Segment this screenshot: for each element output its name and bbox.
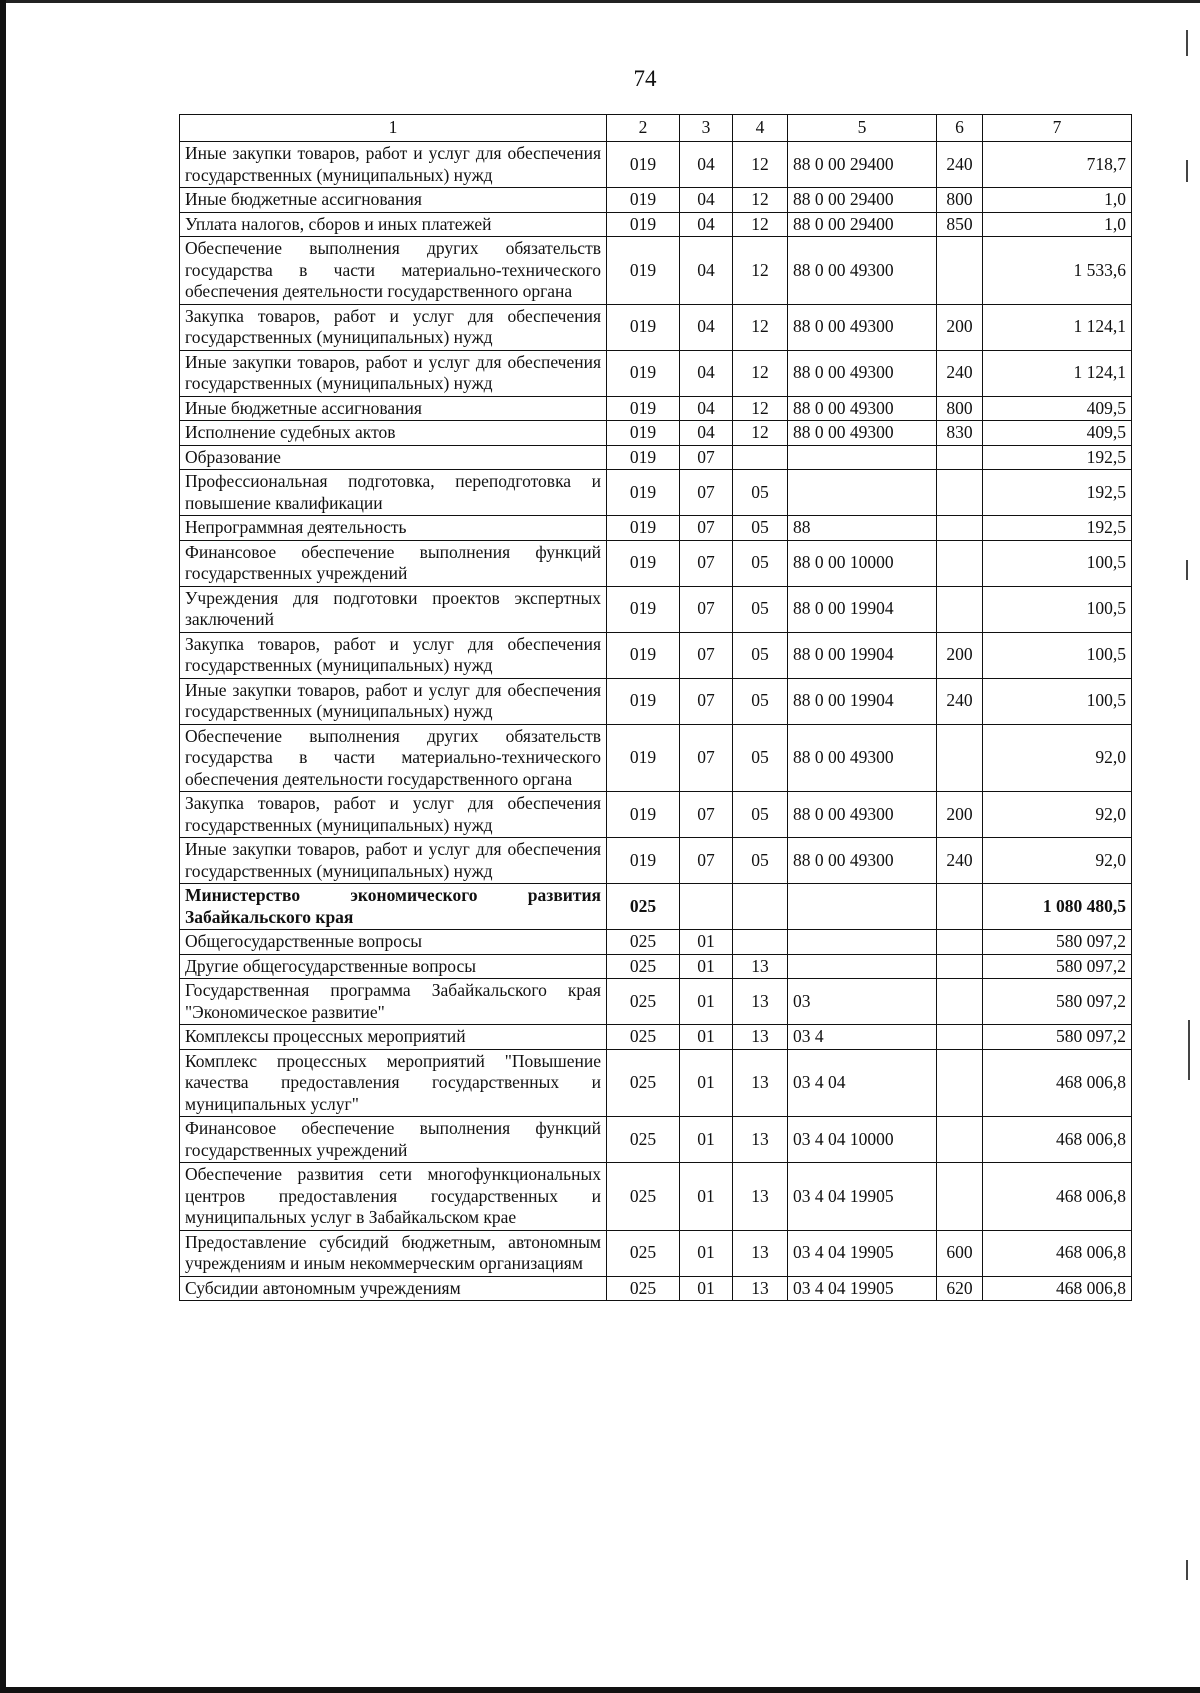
row-subsection-cell: 12 xyxy=(733,212,788,237)
row-subsection-cell: 13 xyxy=(733,1230,788,1276)
row-subsection-cell: 12 xyxy=(733,188,788,213)
row-target-article-cell: 88 0 00 19904 xyxy=(788,678,937,724)
row-target-article-cell: 88 0 00 49300 xyxy=(788,396,937,421)
row-section-cell: 07 xyxy=(680,792,733,838)
row-subsection-cell: 05 xyxy=(733,792,788,838)
table-row xyxy=(180,304,1132,350)
row-grbs-cell: 019 xyxy=(607,678,680,724)
row-subsection-cell: 05 xyxy=(733,632,788,678)
row-target-article-cell: 88 0 00 29400 xyxy=(788,212,937,237)
table-row xyxy=(180,1117,1132,1163)
table-row xyxy=(180,237,1132,305)
row-name-cell: Министерство экономического развития Забайкальского края xyxy=(180,884,607,930)
row-section-cell: 07 xyxy=(680,678,733,724)
row-expense-type-cell: 200 xyxy=(937,304,983,350)
row-name-cell: Финансовое обеспечение выполнения функций государственных учреждений xyxy=(180,1117,607,1163)
row-subsection-cell: 12 xyxy=(733,396,788,421)
row-subsection-cell: 13 xyxy=(733,1163,788,1231)
row-section-cell: 01 xyxy=(680,1276,733,1301)
row-target-article-cell: 03 xyxy=(788,979,937,1025)
table-row xyxy=(180,516,1132,541)
row-target-article-cell xyxy=(788,930,937,955)
table-row xyxy=(180,212,1132,237)
row-subsection-cell: 12 xyxy=(733,421,788,446)
row-section-cell: 01 xyxy=(680,954,733,979)
scan-edge-mark xyxy=(1188,1020,1190,1080)
row-grbs-cell: 025 xyxy=(607,1117,680,1163)
row-target-article-cell xyxy=(788,884,937,930)
row-target-article-cell: 88 0 00 49300 xyxy=(788,724,937,792)
row-target-article-cell xyxy=(788,470,937,516)
scan-border-left xyxy=(0,0,6,1693)
row-name-cell: Иные закупки товаров, работ и услуг для обеспечения государственных (муниципальных) нужд xyxy=(180,838,607,884)
table-row xyxy=(180,678,1132,724)
row-expense-type-cell xyxy=(937,1163,983,1231)
row-subsection-cell: 05 xyxy=(733,678,788,724)
row-grbs-cell: 019 xyxy=(607,212,680,237)
table-row xyxy=(180,1163,1132,1231)
row-section-cell: 01 xyxy=(680,1230,733,1276)
row-target-article-cell: 88 0 00 49300 xyxy=(788,237,937,305)
row-grbs-cell: 019 xyxy=(607,237,680,305)
row-target-article-cell: 88 0 00 29400 xyxy=(788,188,937,213)
row-amount-cell: 1 533,6 xyxy=(983,237,1132,305)
row-expense-type-cell: 620 xyxy=(937,1276,983,1301)
row-target-article-cell: 03 4 04 19905 xyxy=(788,1230,937,1276)
row-expense-type-cell xyxy=(937,1025,983,1050)
row-subsection-cell: 05 xyxy=(733,724,788,792)
row-name-cell: Иные бюджетные ассигнования xyxy=(180,188,607,213)
row-section-cell: 07 xyxy=(680,838,733,884)
row-name-cell: Комплексы процессных мероприятий xyxy=(180,1025,607,1050)
row-name-cell: Исполнение судебных актов xyxy=(180,421,607,446)
row-amount-cell: 468 006,8 xyxy=(983,1049,1132,1117)
row-amount-cell: 580 097,2 xyxy=(983,954,1132,979)
row-subsection-cell: 13 xyxy=(733,1117,788,1163)
row-name-cell: Непрограммная деятельность xyxy=(180,516,607,541)
row-section-cell: 04 xyxy=(680,188,733,213)
row-section-cell: 04 xyxy=(680,350,733,396)
row-subsection-cell: 05 xyxy=(733,540,788,586)
row-section-cell: 07 xyxy=(680,586,733,632)
row-section-cell: 04 xyxy=(680,421,733,446)
row-section-cell: 07 xyxy=(680,516,733,541)
row-name-cell: Закупка товаров, работ и услуг для обеспечения государственных (муниципальных) нужд xyxy=(180,632,607,678)
row-expense-type-cell: 200 xyxy=(937,632,983,678)
row-grbs-cell: 025 xyxy=(607,1230,680,1276)
row-amount-cell: 718,7 xyxy=(983,142,1132,188)
row-expense-type-cell: 240 xyxy=(937,838,983,884)
row-expense-type-cell xyxy=(937,1117,983,1163)
column-header: 1 xyxy=(180,115,607,142)
row-name-cell: Финансовое обеспечение выполнения функций государственных учреждений xyxy=(180,540,607,586)
scan-edge-mark xyxy=(1186,560,1188,580)
row-target-article-cell: 88 0 00 49300 xyxy=(788,838,937,884)
row-amount-cell: 409,5 xyxy=(983,421,1132,446)
row-expense-type-cell xyxy=(937,724,983,792)
row-name-cell: Общегосударственные вопросы xyxy=(180,930,607,955)
row-section-cell: 01 xyxy=(680,930,733,955)
row-amount-cell: 409,5 xyxy=(983,396,1132,421)
table-row xyxy=(180,1025,1132,1050)
row-grbs-cell: 019 xyxy=(607,445,680,470)
row-amount-cell: 100,5 xyxy=(983,586,1132,632)
row-name-cell: Закупка товаров, работ и услуг для обеспечения государственных (муниципальных) нужд xyxy=(180,792,607,838)
row-name-cell: Обеспечение выполнения других обязательств государства в части материально-технического обеспечения деятельности государственного органа xyxy=(180,237,607,305)
budget-table xyxy=(179,114,1132,1301)
scan-border-top xyxy=(0,0,1200,3)
table-row xyxy=(180,188,1132,213)
row-target-article-cell: 88 0 00 49300 xyxy=(788,304,937,350)
row-amount-cell: 468 006,8 xyxy=(983,1117,1132,1163)
column-header: 5 xyxy=(788,115,937,142)
row-grbs-cell: 019 xyxy=(607,142,680,188)
table-header-row xyxy=(180,115,1132,142)
row-subsection-cell: 13 xyxy=(733,979,788,1025)
row-amount-cell: 92,0 xyxy=(983,724,1132,792)
row-grbs-cell: 025 xyxy=(607,1049,680,1117)
row-grbs-cell: 019 xyxy=(607,724,680,792)
row-subsection-cell xyxy=(733,930,788,955)
row-grbs-cell: 025 xyxy=(607,930,680,955)
row-grbs-cell: 025 xyxy=(607,1276,680,1301)
row-name-cell: Образование xyxy=(180,445,607,470)
table-row xyxy=(180,1276,1132,1301)
row-expense-type-cell xyxy=(937,979,983,1025)
row-expense-type-cell: 830 xyxy=(937,421,983,446)
row-grbs-cell: 019 xyxy=(607,350,680,396)
table-row xyxy=(180,1230,1132,1276)
row-subsection-cell: 05 xyxy=(733,470,788,516)
row-amount-cell: 1,0 xyxy=(983,212,1132,237)
table-row xyxy=(180,540,1132,586)
table-row xyxy=(180,930,1132,955)
row-name-cell: Обеспечение развития сети многофункциональных центров предоставления государственных и муниципальных услуг в Забайкальском крае xyxy=(180,1163,607,1231)
row-section-cell: 04 xyxy=(680,237,733,305)
row-section-cell: 01 xyxy=(680,1117,733,1163)
row-target-article-cell xyxy=(788,445,937,470)
row-section-cell: 04 xyxy=(680,304,733,350)
row-section-cell: 07 xyxy=(680,632,733,678)
scan-border-bottom xyxy=(0,1687,1200,1693)
row-section-cell: 07 xyxy=(680,470,733,516)
row-target-article-cell: 88 0 00 49300 xyxy=(788,421,937,446)
row-subsection-cell: 13 xyxy=(733,1025,788,1050)
row-expense-type-cell xyxy=(937,1049,983,1117)
table-row xyxy=(180,792,1132,838)
row-name-cell: Иные закупки товаров, работ и услуг для обеспечения государственных (муниципальных) нужд xyxy=(180,350,607,396)
table-row xyxy=(180,142,1132,188)
row-target-article-cell: 88 0 00 29400 xyxy=(788,142,937,188)
row-amount-cell: 1,0 xyxy=(983,188,1132,213)
row-target-article-cell: 88 0 00 19904 xyxy=(788,632,937,678)
row-name-cell: Профессиональная подготовка, переподготовка и повышение квалификации xyxy=(180,470,607,516)
row-expense-type-cell xyxy=(937,884,983,930)
table-row xyxy=(180,724,1132,792)
row-name-cell: Государственная программа Забайкальского края "Экономическое развитие" xyxy=(180,979,607,1025)
row-subsection-cell: 13 xyxy=(733,954,788,979)
row-amount-cell: 192,5 xyxy=(983,445,1132,470)
row-grbs-cell: 019 xyxy=(607,188,680,213)
row-target-article-cell xyxy=(788,954,937,979)
row-target-article-cell: 88 0 00 49300 xyxy=(788,792,937,838)
row-section-cell: 07 xyxy=(680,540,733,586)
column-header: 4 xyxy=(733,115,788,142)
table-row xyxy=(180,838,1132,884)
table-row xyxy=(180,350,1132,396)
row-target-article-cell: 03 4 04 xyxy=(788,1049,937,1117)
row-section-cell: 04 xyxy=(680,212,733,237)
table-row xyxy=(180,445,1132,470)
row-name-cell: Иные закупки товаров, работ и услуг для обеспечения государственных (муниципальных) нужд xyxy=(180,142,607,188)
row-expense-type-cell xyxy=(937,445,983,470)
row-amount-cell: 1 080 480,5 xyxy=(983,884,1132,930)
column-header: 6 xyxy=(937,115,983,142)
row-name-cell: Другие общегосударственные вопросы xyxy=(180,954,607,979)
row-name-cell: Иные бюджетные ассигнования xyxy=(180,396,607,421)
table-row xyxy=(180,421,1132,446)
row-section-cell: 04 xyxy=(680,396,733,421)
scan-edge-mark xyxy=(1186,160,1188,182)
row-grbs-cell: 025 xyxy=(607,884,680,930)
row-grbs-cell: 025 xyxy=(607,954,680,979)
row-subsection-cell: 05 xyxy=(733,516,788,541)
row-section-cell: 07 xyxy=(680,445,733,470)
table-row xyxy=(180,396,1132,421)
row-subsection-cell: 13 xyxy=(733,1049,788,1117)
row-expense-type-cell: 850 xyxy=(937,212,983,237)
row-section-cell: 01 xyxy=(680,979,733,1025)
row-section-cell: 01 xyxy=(680,1049,733,1117)
row-name-cell: Предоставление субсидий бюджетным, автономным учреждениям и иным некоммерческим организациям xyxy=(180,1230,607,1276)
row-section-cell: 01 xyxy=(680,1025,733,1050)
table-row xyxy=(180,1049,1132,1117)
row-expense-type-cell xyxy=(937,237,983,305)
row-target-article-cell: 88 0 00 19904 xyxy=(788,586,937,632)
row-grbs-cell: 025 xyxy=(607,1163,680,1231)
row-grbs-cell: 025 xyxy=(607,1025,680,1050)
row-expense-type-cell xyxy=(937,516,983,541)
row-amount-cell: 580 097,2 xyxy=(983,979,1132,1025)
row-target-article-cell: 03 4 04 19905 xyxy=(788,1276,937,1301)
row-expense-type-cell xyxy=(937,470,983,516)
row-grbs-cell: 019 xyxy=(607,586,680,632)
row-target-article-cell: 88 xyxy=(788,516,937,541)
row-amount-cell: 92,0 xyxy=(983,838,1132,884)
table-row xyxy=(180,884,1132,930)
row-grbs-cell: 019 xyxy=(607,838,680,884)
column-header: 2 xyxy=(607,115,680,142)
row-subsection-cell xyxy=(733,884,788,930)
row-amount-cell: 580 097,2 xyxy=(983,930,1132,955)
row-name-cell: Субсидии автономным учреждениям xyxy=(180,1276,607,1301)
row-section-cell: 04 xyxy=(680,142,733,188)
row-amount-cell: 580 097,2 xyxy=(983,1025,1132,1050)
row-amount-cell: 468 006,8 xyxy=(983,1163,1132,1231)
row-section-cell xyxy=(680,884,733,930)
row-name-cell: Обеспечение выполнения других обязательств государства в части материально-технического обеспечения деятельности государственного органа xyxy=(180,724,607,792)
row-grbs-cell: 019 xyxy=(607,792,680,838)
row-expense-type-cell: 600 xyxy=(937,1230,983,1276)
row-expense-type-cell: 800 xyxy=(937,396,983,421)
row-expense-type-cell: 240 xyxy=(937,678,983,724)
row-subsection-cell: 12 xyxy=(733,237,788,305)
row-grbs-cell: 019 xyxy=(607,421,680,446)
row-expense-type-cell: 240 xyxy=(937,350,983,396)
table-row xyxy=(180,979,1132,1025)
row-subsection-cell: 13 xyxy=(733,1276,788,1301)
row-name-cell: Комплекс процессных мероприятий "Повышение качества предоставления государственных и муниципальных услуг" xyxy=(180,1049,607,1117)
row-subsection-cell: 12 xyxy=(733,304,788,350)
column-header: 3 xyxy=(680,115,733,142)
row-amount-cell: 192,5 xyxy=(983,516,1132,541)
row-expense-type-cell xyxy=(937,930,983,955)
page-number: 74 xyxy=(633,66,657,91)
row-grbs-cell: 019 xyxy=(607,396,680,421)
column-header: 7 xyxy=(983,115,1132,142)
row-grbs-cell: 019 xyxy=(607,470,680,516)
row-grbs-cell: 019 xyxy=(607,540,680,586)
row-amount-cell: 1 124,1 xyxy=(983,304,1132,350)
row-expense-type-cell xyxy=(937,954,983,979)
scan-edge-mark xyxy=(1186,30,1188,56)
row-amount-cell: 192,5 xyxy=(983,470,1132,516)
row-amount-cell: 468 006,8 xyxy=(983,1230,1132,1276)
row-grbs-cell: 025 xyxy=(607,979,680,1025)
scan-edge-mark xyxy=(1186,1560,1188,1580)
row-subsection-cell xyxy=(733,445,788,470)
row-section-cell: 07 xyxy=(680,724,733,792)
row-section-cell: 01 xyxy=(680,1163,733,1231)
row-expense-type-cell: 240 xyxy=(937,142,983,188)
row-amount-cell: 100,5 xyxy=(983,632,1132,678)
row-expense-type-cell xyxy=(937,540,983,586)
row-subsection-cell: 05 xyxy=(733,838,788,884)
row-expense-type-cell xyxy=(937,586,983,632)
row-grbs-cell: 019 xyxy=(607,632,680,678)
row-grbs-cell: 019 xyxy=(607,304,680,350)
row-target-article-cell: 88 0 00 49300 xyxy=(788,350,937,396)
table-row xyxy=(180,632,1132,678)
row-name-cell: Учреждения для подготовки проектов экспертных заключений xyxy=(180,586,607,632)
row-expense-type-cell: 200 xyxy=(937,792,983,838)
table-row xyxy=(180,586,1132,632)
row-target-article-cell: 88 0 00 10000 xyxy=(788,540,937,586)
row-subsection-cell: 12 xyxy=(733,350,788,396)
row-amount-cell: 92,0 xyxy=(983,792,1132,838)
row-amount-cell: 468 006,8 xyxy=(983,1276,1132,1301)
row-target-article-cell: 03 4 xyxy=(788,1025,937,1050)
row-name-cell: Закупка товаров, работ и услуг для обеспечения государственных (муниципальных) нужд xyxy=(180,304,607,350)
row-name-cell: Иные закупки товаров, работ и услуг для обеспечения государственных (муниципальных) нужд xyxy=(180,678,607,724)
table-row xyxy=(180,470,1132,516)
table-row xyxy=(180,954,1132,979)
row-expense-type-cell: 800 xyxy=(937,188,983,213)
row-amount-cell: 100,5 xyxy=(983,540,1132,586)
row-grbs-cell: 019 xyxy=(607,516,680,541)
row-amount-cell: 100,5 xyxy=(983,678,1132,724)
row-target-article-cell: 03 4 04 10000 xyxy=(788,1117,937,1163)
row-amount-cell: 1 124,1 xyxy=(983,350,1132,396)
row-subsection-cell: 12 xyxy=(733,142,788,188)
row-subsection-cell: 05 xyxy=(733,586,788,632)
row-target-article-cell: 03 4 04 19905 xyxy=(788,1163,937,1231)
row-name-cell: Уплата налогов, сборов и иных платежей xyxy=(180,212,607,237)
